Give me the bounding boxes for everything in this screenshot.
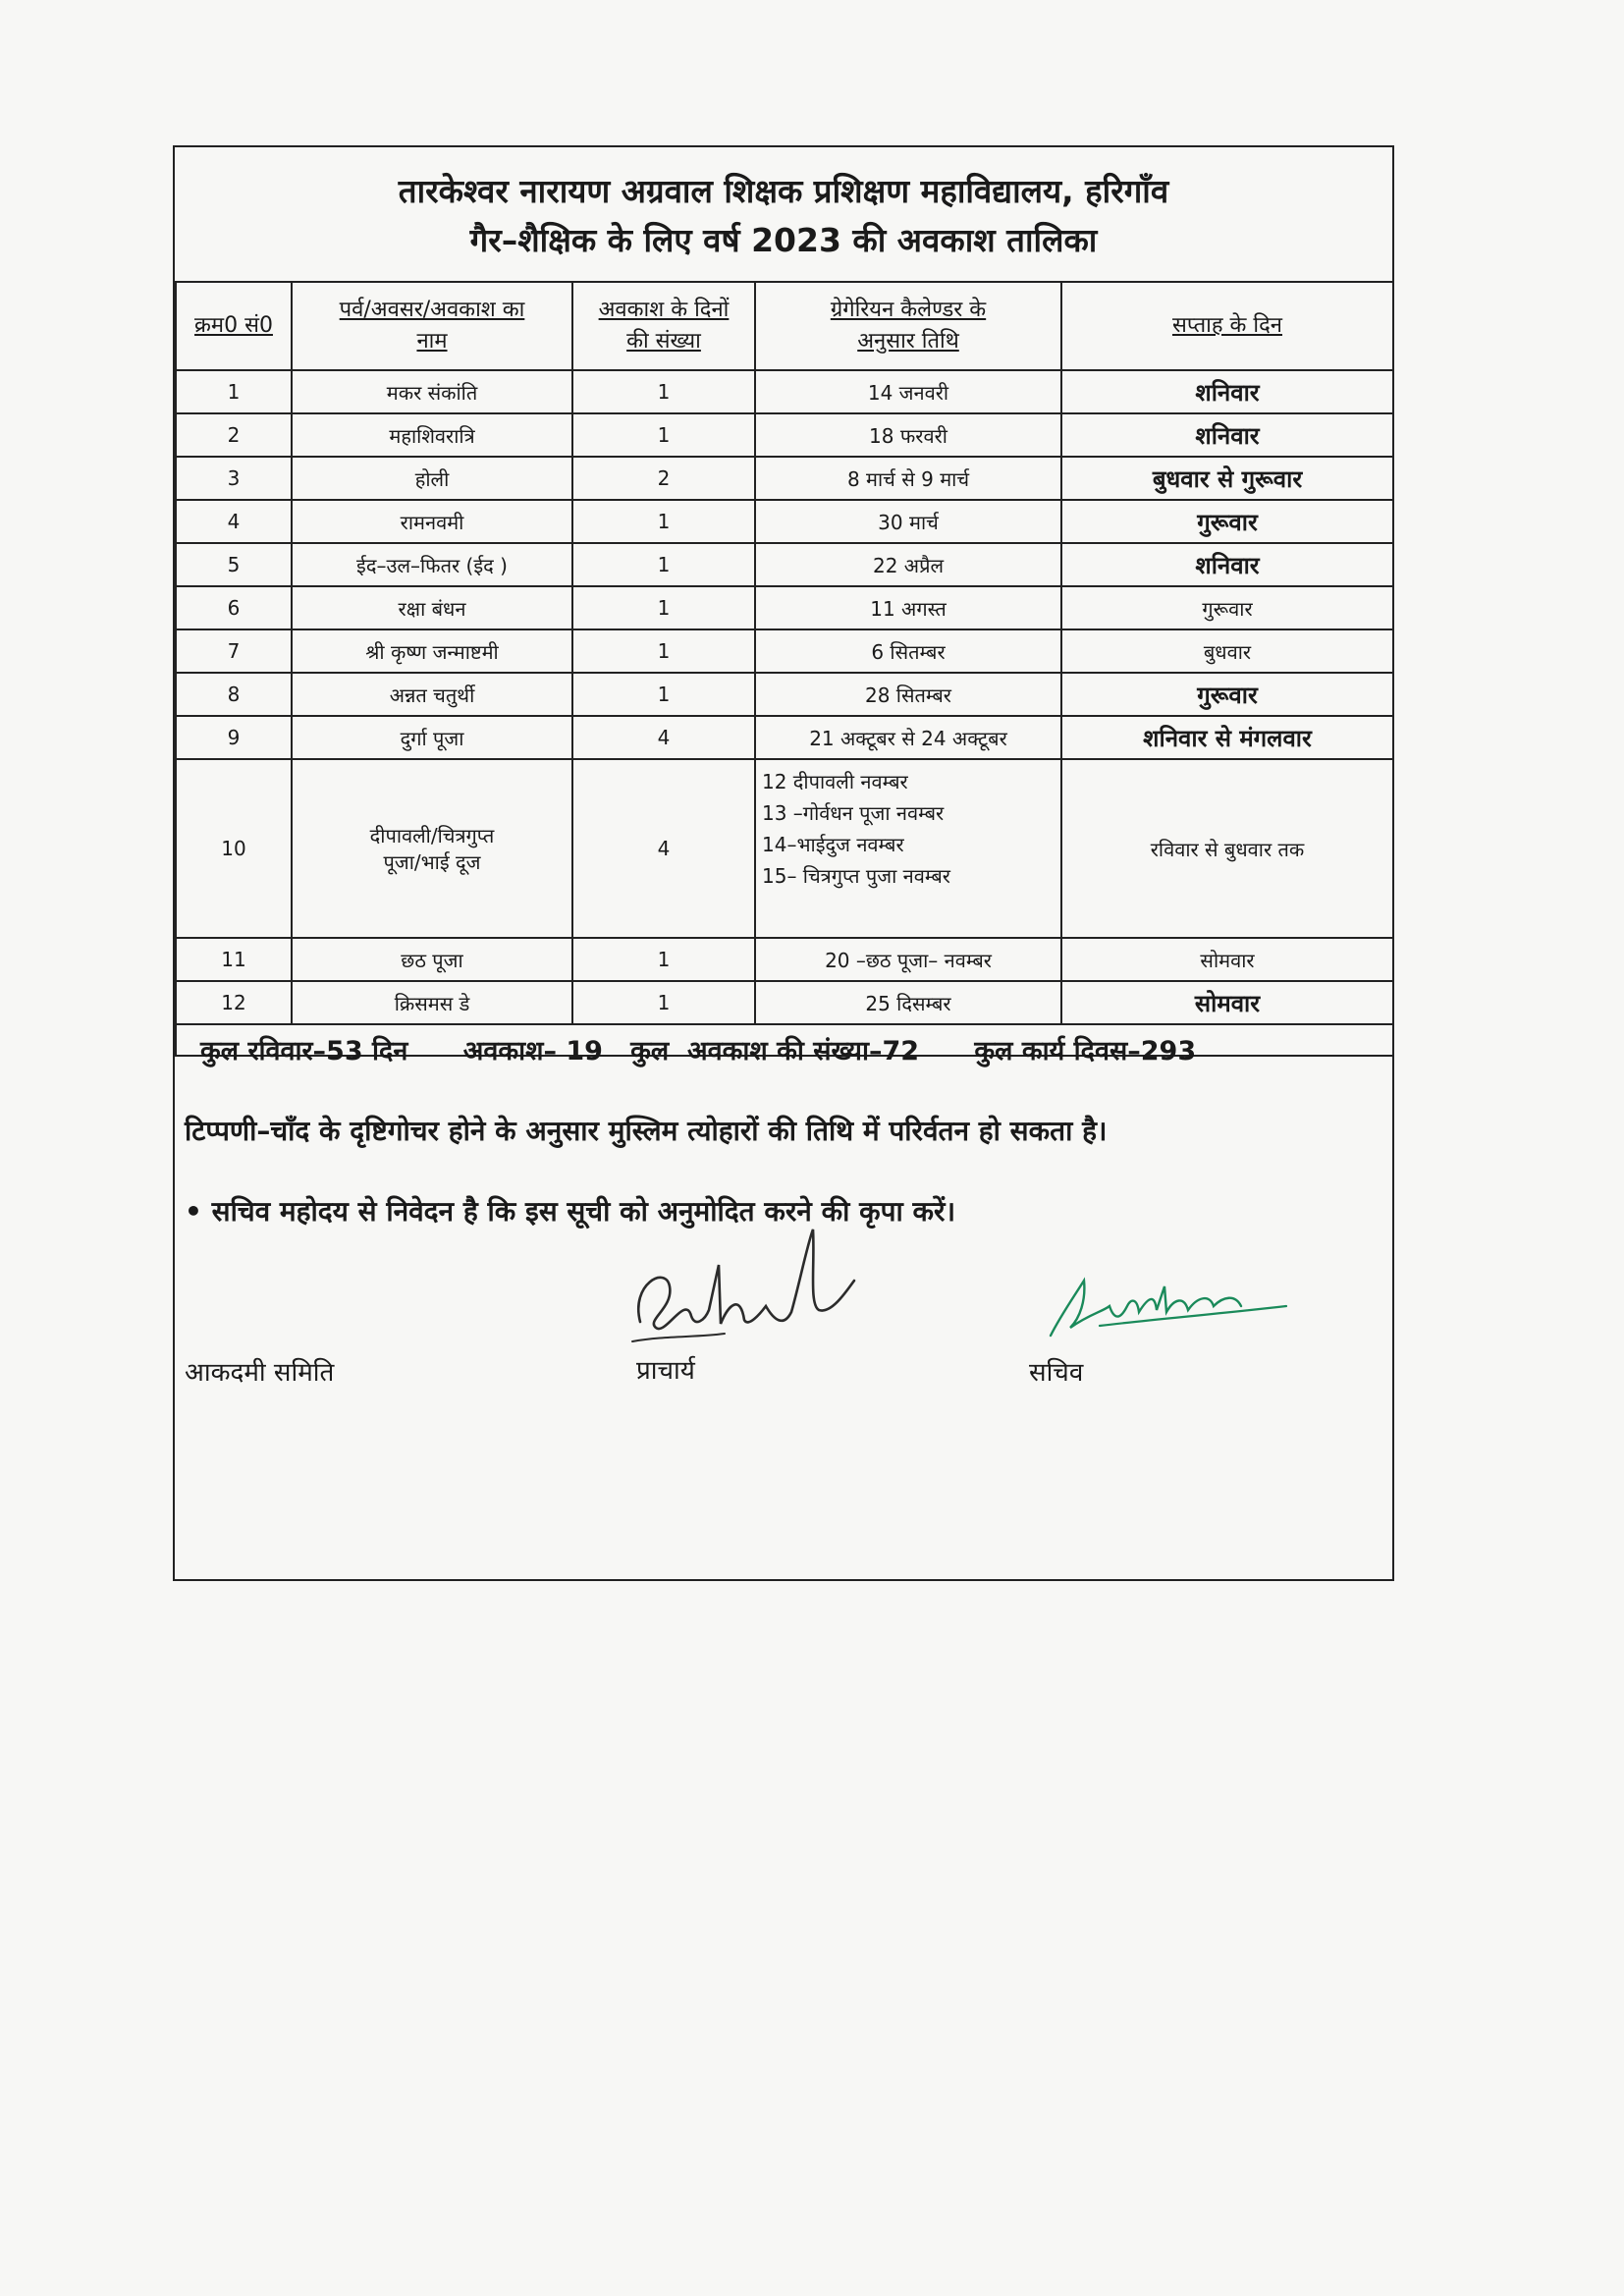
row-date: 30 मार्च (755, 500, 1061, 543)
row-weekday: गुरूवार (1061, 673, 1393, 716)
document-frame (173, 145, 1394, 1581)
row-serial: 1 (176, 370, 292, 413)
principal-label: प्राचार्य (636, 1356, 695, 1386)
summary-line (200, 1031, 1196, 1067)
col-weekday: सप्ताह के दिन (1061, 282, 1393, 370)
row-date: 12 दीपावली नवम्बर 13 –गोर्वधन पूजा नवम्बर 14–भाईदुज नवम्बर 15– चित्रगुप्त पुजा नवम्बर (755, 759, 1061, 938)
row-weekday: सोमवार (1061, 938, 1393, 981)
row-name: श्री कृष्ण जन्माष्टमी (292, 629, 572, 673)
row-weekday: बुधवार (1061, 629, 1393, 673)
row-days: 2 (572, 457, 755, 500)
row-name: रक्षा बंधन (292, 586, 572, 629)
principal-signature (626, 1226, 862, 1373)
row-date: 28 सितम्बर (755, 673, 1061, 716)
row-serial: 12 (176, 981, 292, 1024)
row-weekday: गुरूवार (1061, 586, 1393, 629)
document-title: गैर–शैक्षिक के लिए वर्ष 2023 की अवकाश तालिका (469, 221, 1098, 259)
row-name: मकर संकांति (292, 370, 572, 413)
row-date: 6 सितम्बर (755, 629, 1061, 673)
table-row (176, 716, 1393, 759)
row-days: 1 (572, 981, 755, 1024)
row-weekday: शनिवार (1061, 413, 1393, 457)
row-date: 21 अक्टूबर से 24 अक्टूबर (755, 716, 1061, 759)
row-serial: 10 (176, 759, 292, 938)
row-weekday: रविवार से बुधवार तक (1061, 759, 1393, 938)
row-date: 25 दिसम्बर (755, 981, 1061, 1024)
row-days: 1 (572, 543, 755, 586)
table-row (176, 759, 1393, 938)
row-date: 14 जनवरी (755, 370, 1061, 413)
row-name: अन्नत चतुर्थी (292, 673, 572, 716)
table-header-row (176, 282, 1393, 370)
row-serial: 8 (176, 673, 292, 716)
row-name: छठ पूजा (292, 938, 572, 981)
row-days: 4 (572, 716, 755, 759)
row-days: 1 (572, 370, 755, 413)
row-name: होली (292, 457, 572, 500)
row-serial: 11 (176, 938, 292, 981)
row-date: 11 अगस्त (755, 586, 1061, 629)
row-weekday: शनिवार से मंगलवार (1061, 716, 1393, 759)
row-weekday: सोमवार (1061, 981, 1393, 1024)
row-name: रामनवमी (292, 500, 572, 543)
secretary-signature (1041, 1267, 1296, 1345)
summary-sundays: कुल रविवार–53 दिन (200, 1036, 408, 1066)
row-serial: 7 (176, 629, 292, 673)
row-name: दीपावली/चित्रगुप्त पूजा/भाई दूज (292, 759, 572, 938)
row-date: 20 –छठ पूजा– नवम्बर (755, 938, 1061, 981)
summary-holidays: अवकाश– 19 (462, 1036, 603, 1066)
row-name: दुर्गा पूजा (292, 716, 572, 759)
row-serial: 5 (176, 543, 292, 586)
table-row (176, 500, 1393, 543)
row-serial: 4 (176, 500, 292, 543)
request-text: • सचिव महोदय से निवेदन है कि इस सूची को अनुमोदित करने की कृपा करें। (185, 1195, 956, 1228)
row-serial: 3 (176, 457, 292, 500)
table-row (176, 370, 1393, 413)
row-days: 1 (572, 629, 755, 673)
row-date: 22 अप्रैल (755, 543, 1061, 586)
table-row (176, 457, 1393, 500)
row-serial: 6 (176, 586, 292, 629)
secretary-label: सचिव (1029, 1358, 1084, 1388)
row-date: 18 फरवरी (755, 413, 1061, 457)
table-row (176, 586, 1393, 629)
row-name: ईद–उल–फितर (ईद ) (292, 543, 572, 586)
col-name: पर्व/अवसर/अवकाश का नाम (292, 282, 572, 370)
row-date: 8 मार्च से 9 मार्च (755, 457, 1061, 500)
row-weekday: शनिवार (1061, 543, 1393, 586)
table-row (176, 981, 1393, 1024)
college-name: तारकेश्वर नारायण अग्रवाल शिक्षक प्रशिक्षण महाविद्यालय, हरिगाँव (398, 172, 1169, 210)
row-days: 1 (572, 413, 755, 457)
holiday-table (175, 281, 1394, 1057)
col-days: अवकाश के दिनों की संख्या (572, 282, 755, 370)
row-days: 1 (572, 500, 755, 543)
row-days: 1 (572, 938, 755, 981)
row-serial: 2 (176, 413, 292, 457)
col-serial: क्रम0 सं0 (176, 282, 292, 370)
summary-total: कुल अवकाश की संख्या–72 (630, 1036, 920, 1066)
table-row (176, 543, 1393, 586)
table-row (176, 673, 1393, 716)
row-weekday: शनिवार (1061, 370, 1393, 413)
summary-working: कुल कार्य दिवस–293 (974, 1036, 1197, 1066)
row-name: महाशिवरात्रि (292, 413, 572, 457)
row-days: 1 (572, 673, 755, 716)
committee-label: आकदमी समिति (185, 1358, 335, 1388)
row-weekday: गुरूवार (1061, 500, 1393, 543)
row-days: 1 (572, 586, 755, 629)
table-row (176, 629, 1393, 673)
note-text: टिप्पणी–चाँद के दृष्टिगोचर होने के अनुसार मुस्लिम त्योहारों की तिथि में परिर्वतन हो सकता है। (185, 1115, 1108, 1147)
row-serial: 9 (176, 716, 292, 759)
table-row (176, 938, 1393, 981)
row-days: 4 (572, 759, 755, 938)
col-date: ग्रेगेरियन कैलेण्डर के अनुसार तिथि (755, 282, 1061, 370)
row-weekday: बुधवार से गुरूवार (1061, 457, 1393, 500)
row-name: क्रिसमस डे (292, 981, 572, 1024)
table-row (176, 413, 1393, 457)
